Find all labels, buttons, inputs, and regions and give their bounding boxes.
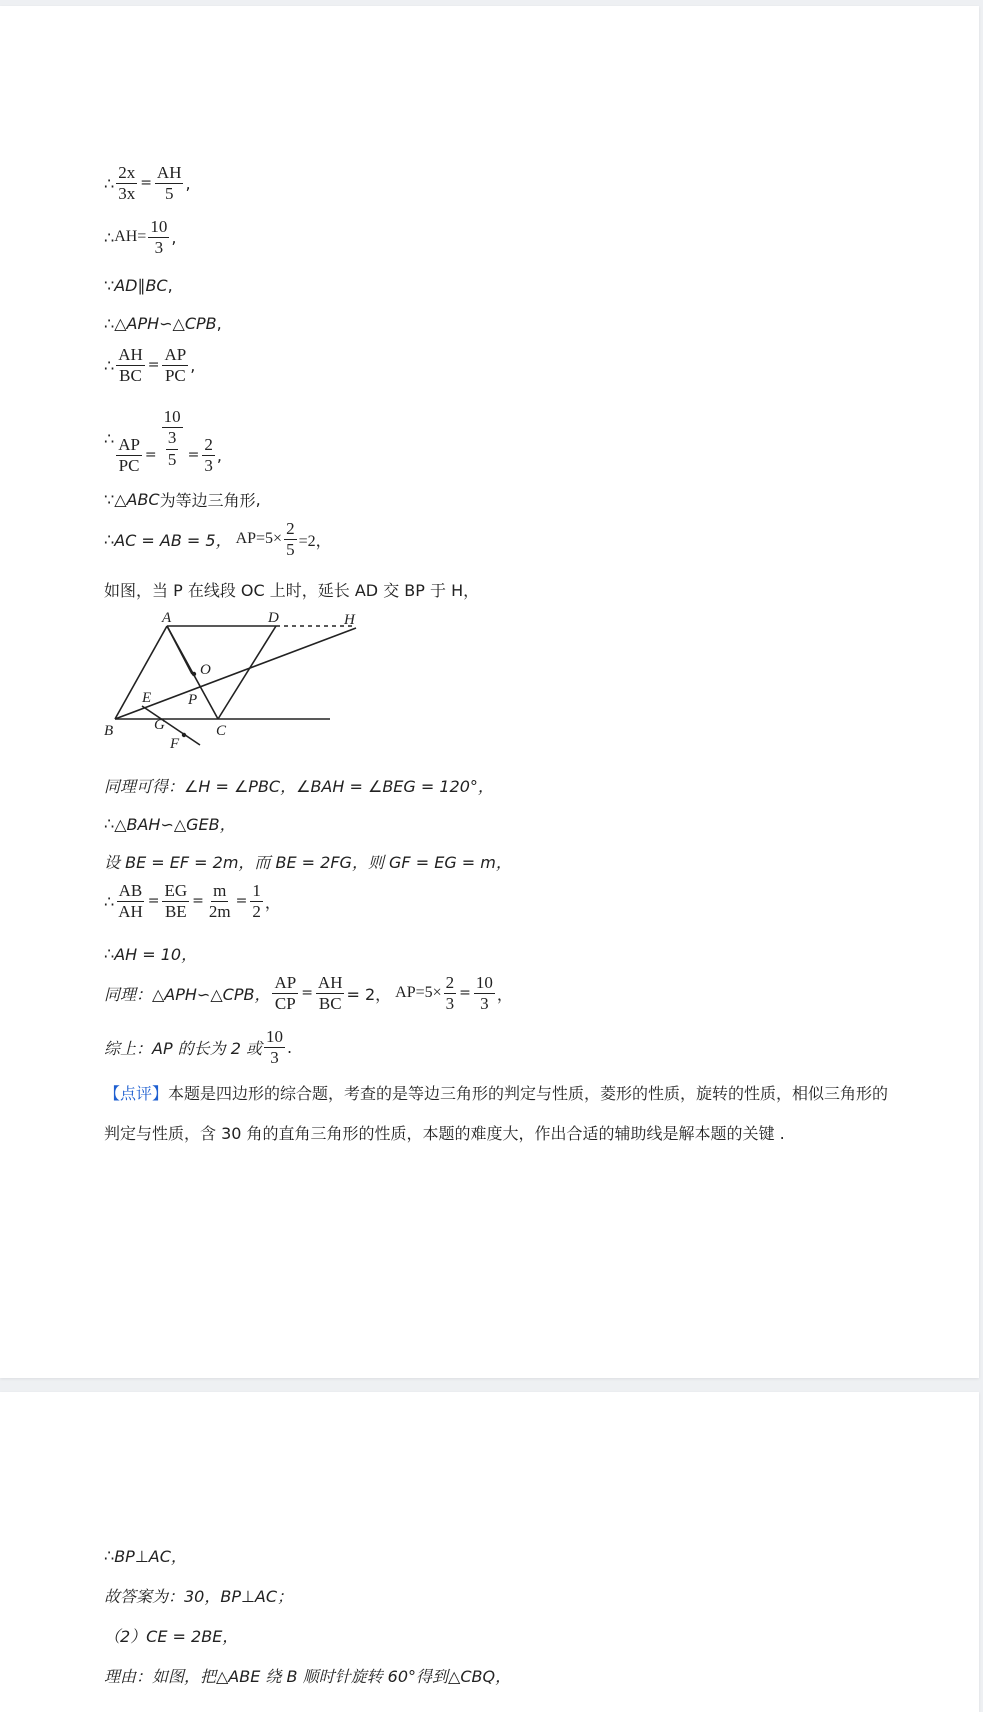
nested-fraction: 10 3 5 (163, 407, 181, 469)
segment-ao (167, 626, 192, 674)
equation-line-2: ∴ AH= $\frac{10}{3}$ , (104, 217, 177, 257)
segment-ab (115, 626, 167, 719)
label-p: P (188, 692, 198, 708)
text-line-9: 如图，当 P 在线段 OC 上时，延长 AD 交 BP 于 H， (104, 581, 480, 600)
text-line-7: ∵ △ABC 为等边三角形 , (104, 490, 261, 510)
segment-dc (218, 626, 276, 719)
document-page-2 (0, 1392, 979, 1712)
document-page-1 (0, 6, 979, 1378)
equation-line-6: ∴ $\frac{AP}{PC}$ = 10 3 5 = $\frac{2}{3}$ , (104, 407, 222, 475)
label-f: F (170, 736, 180, 750)
text-line-11: ∴ △BAH∽△GEB， (104, 814, 236, 834)
equation-line-1: ∴ $\frac{2x}{3x}$ = $\frac{AH}{5}$ , (104, 163, 191, 203)
therefore-symbol: ∴ (104, 173, 115, 193)
label-g: G (154, 717, 165, 733)
label-d: D (268, 610, 279, 626)
text-line-14: ∴ AH = 10， (104, 944, 198, 964)
fraction: $\frac{2x}{3x}$ (118, 163, 136, 203)
equation-line-8: ∴ AC = AB = 5， AP=5× $\frac{2}{5}$ =2， (104, 519, 332, 559)
equation-line-5: ∴ $\frac{AH}{BC}$ = $\frac{AP}{PC}$ , (104, 345, 196, 385)
text-line-p2-4: 理由：如图，把△ABE 绕 B 顺时针旋转 60°得到△CBQ， (104, 1667, 512, 1686)
text-line-p2-1: ∴ BP⊥AC， (104, 1546, 187, 1566)
review-text: 本题是四边形的综合题，考查的是等边三角形的判定与性质，菱形的性质，旋转的性质，相似三角形的判定与性质，含 30 角的直角三角形的性质，本题的难度大，作出合适的辅助线是解本题的关键 . (104, 1084, 889, 1143)
review-paragraph (104, 1074, 904, 1154)
label-c: C (216, 723, 227, 739)
text-line-16: 综上：AP 的长为 2 或 $\frac{10}{3}$ . (104, 1027, 293, 1067)
review-tag: 【点评】 (104, 1084, 169, 1103)
point-dot (182, 733, 186, 737)
fraction: $\frac{AH}{5}$ (156, 163, 182, 203)
fraction: $\frac{10}{3}$ (150, 217, 168, 257)
equation-line-13: ∴ $\frac{AB}{AH}$ = $\frac{EG}{BE}$ = $\frac{m}{2m}$ = $\frac{1}{2}$ ， (104, 881, 281, 921)
label-a: A (162, 610, 172, 626)
equation-line-15: 同理：△APH∽△CPB， $\frac{AP}{CP}$ = $\frac{AH}{BC}$ = 2， AP=5× $\frac{2}{3}$ = $\frac{10}{3}$ ， (104, 973, 513, 1013)
text-line-10: 同理可得：∠H = ∠PBC，∠BAH = ∠BEG = 120°， (104, 777, 494, 796)
label-o: O (200, 662, 211, 678)
text-line-p2-2: 故答案为：30，BP⊥AC； (104, 1587, 294, 1606)
label-b: B (104, 723, 114, 739)
text-line-4: ∴ △APH∽△CPB , (104, 314, 222, 333)
label-e: E (142, 690, 152, 706)
point-o (192, 672, 196, 676)
text-line-3: ∵ AD∥BC , (104, 276, 173, 295)
label-h: H (344, 612, 355, 628)
geometry-figure (104, 610, 364, 750)
text-line-p2-3: （2）CE = 2BE， (104, 1627, 239, 1646)
text-line-12: 设 BE = EF = 2m，而 BE = 2FG，则 GF = EG = m， (104, 853, 512, 872)
